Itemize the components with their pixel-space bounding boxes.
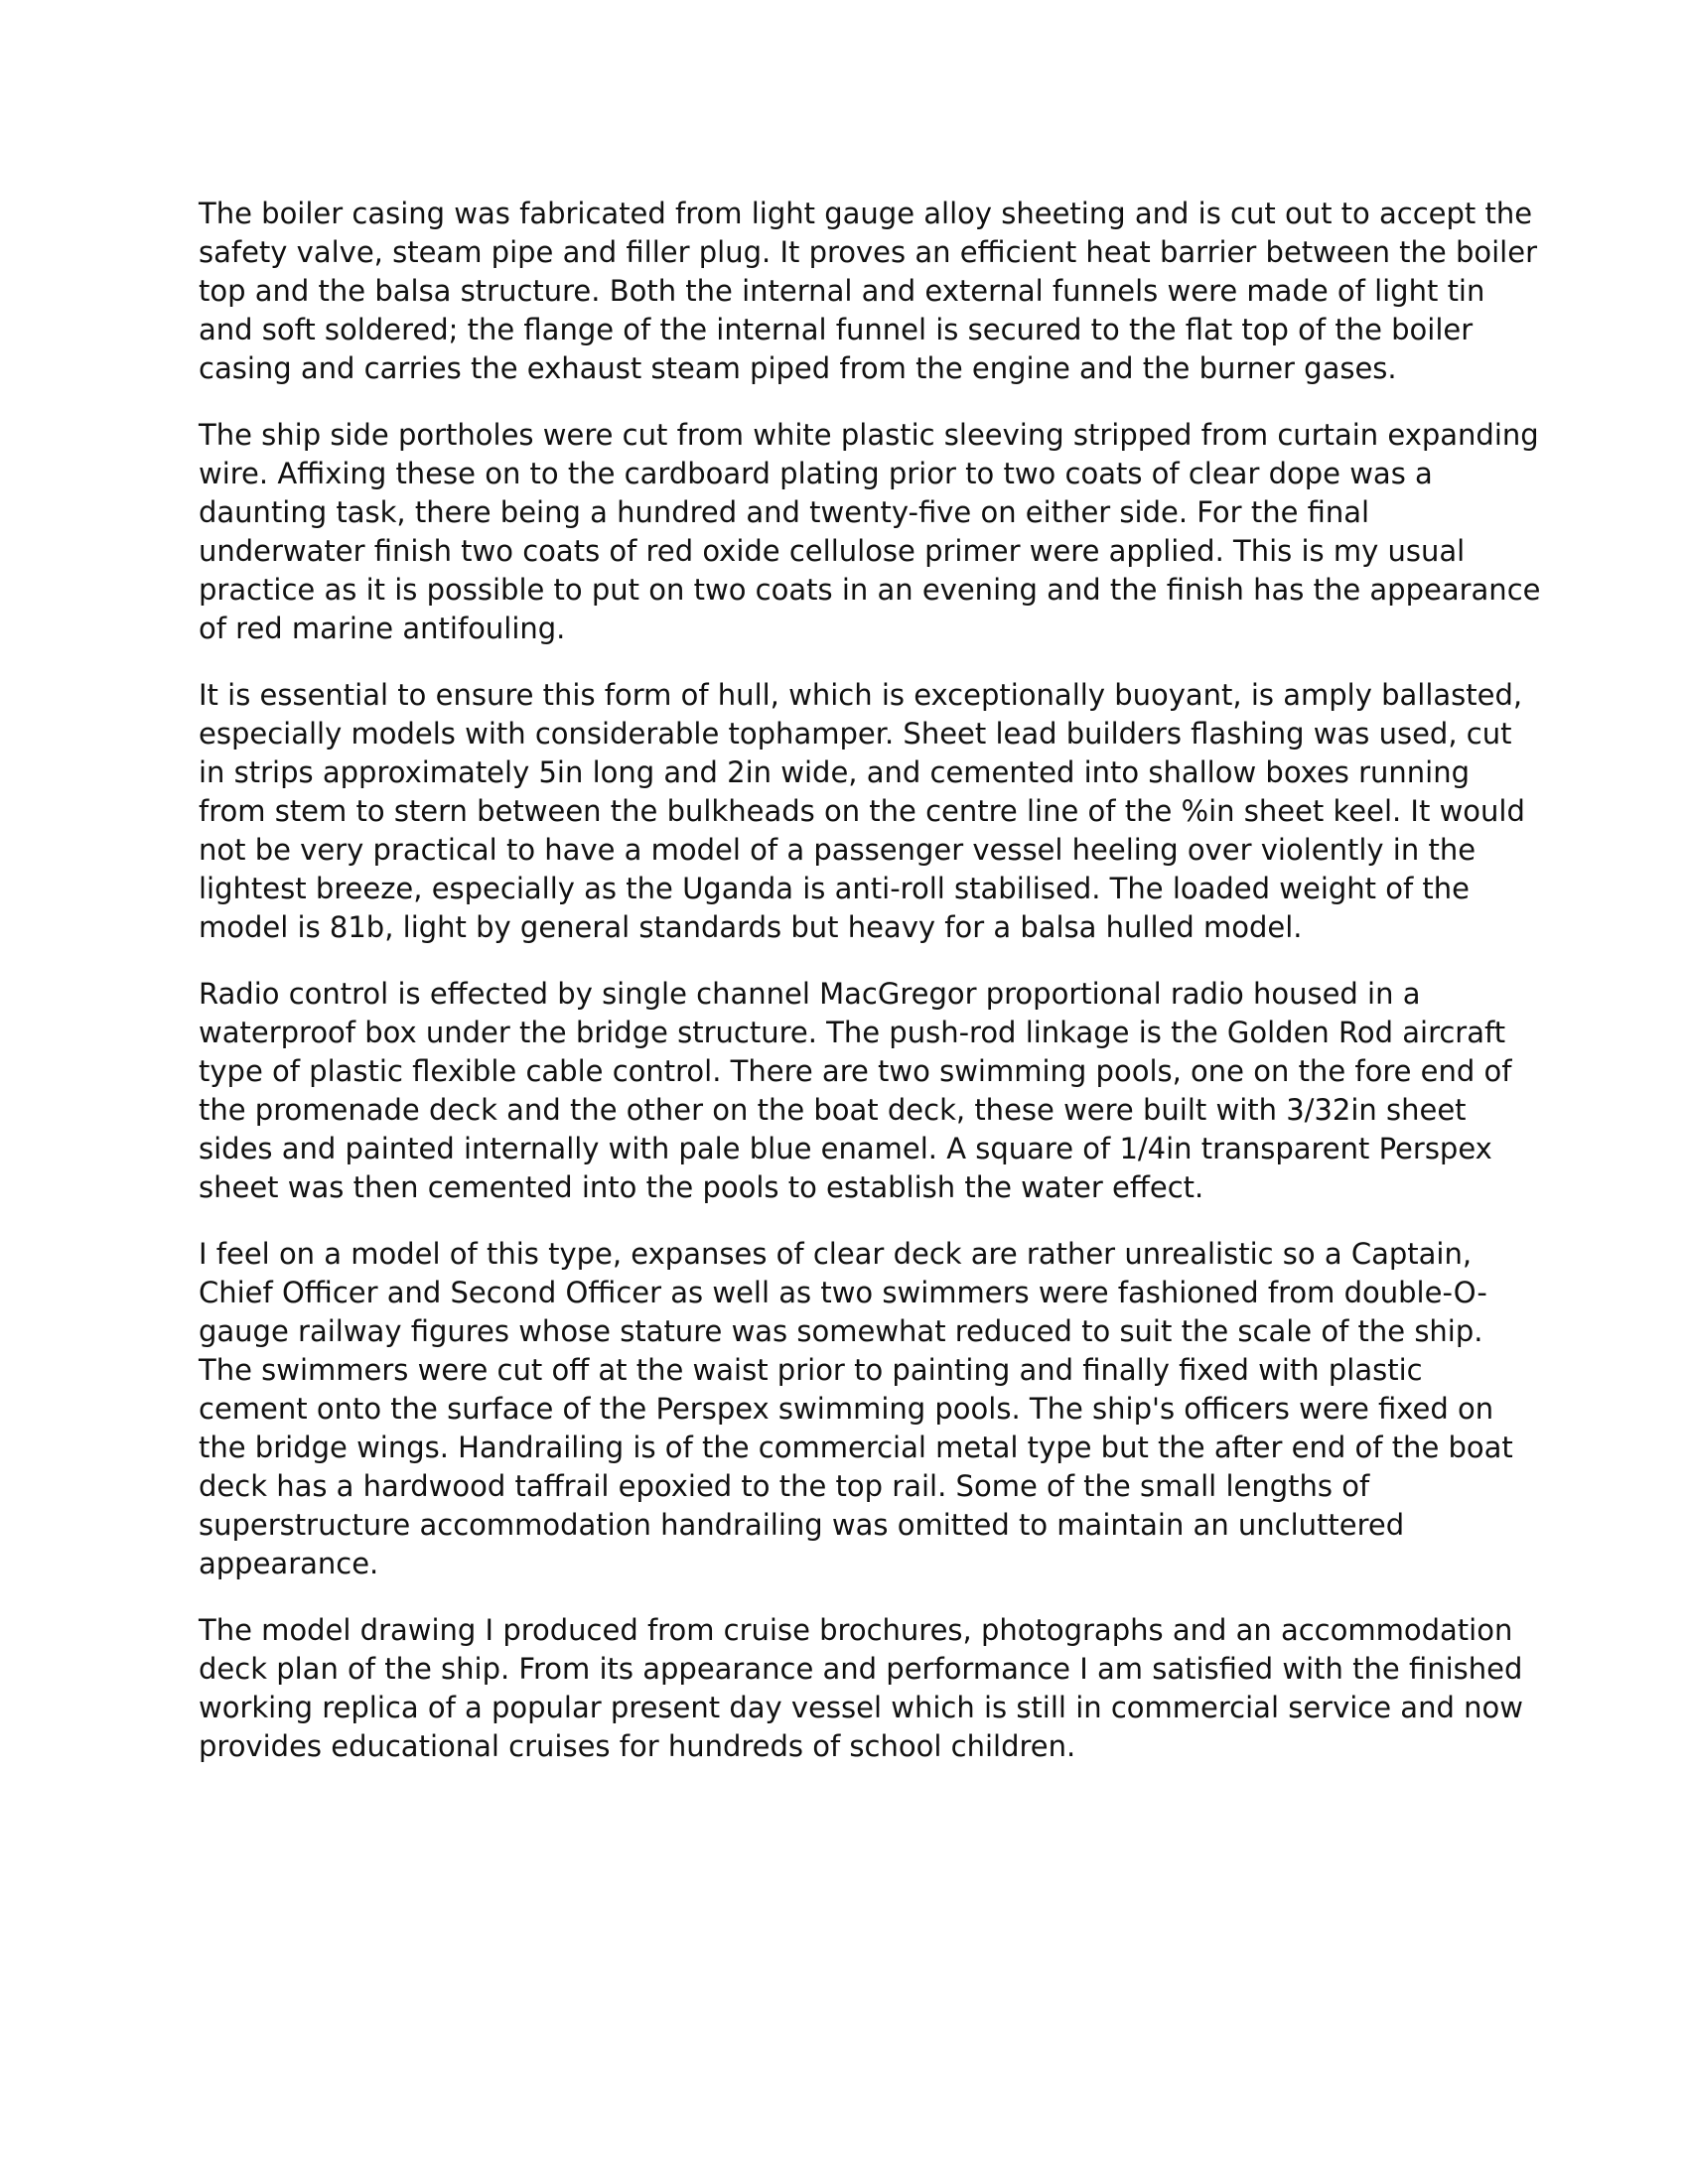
- text-line: superstructure accommodation handrailing was omitted to maintain an uncluttered: [199, 1508, 1405, 1542]
- text-line: of red marine antifouling.: [199, 612, 566, 645]
- text-line: The swimmers were cut off at the waist prior to painting and finally fixed with plastic: [199, 1353, 1423, 1387]
- text-line: sheet was then cemented into the pools to establish the water effect.: [199, 1170, 1204, 1204]
- text-line: type of plastic flexible cable control. There are two swimming pools, one on the fore end of: [199, 1054, 1512, 1088]
- text-line: working replica of a popular present day vessel which is still in commercial service and now: [199, 1691, 1523, 1724]
- text-line: underwater finish two coats of red oxide cellulose primer were applied. This is my usual: [199, 534, 1466, 568]
- text-line: The model drawing I produced from cruise brochures, photographs and an accommodation: [199, 1613, 1513, 1647]
- text-line: cement onto the surface of the Perspex swimming pools. The ship's officers were fixed on: [199, 1392, 1494, 1426]
- text-line: gauge railway figures whose stature was somewhat reduced to suit the scale of the ship.: [199, 1314, 1483, 1348]
- text-line: waterproof box under the bridge structure. The push-rod linkage is the Golden Rod aircraft: [199, 1016, 1506, 1049]
- text-line: Chief Officer and Second Officer as well as two swimmers were fashioned from double-O-: [199, 1276, 1487, 1309]
- text-line: I feel on a model of this type, expanses of clear deck are rather unrealistic so a Captain,: [199, 1237, 1473, 1271]
- text-line: the promenade deck and the other on the boat deck, these were built with 3/32in sheet: [199, 1093, 1467, 1127]
- paragraph-portholes: [199, 416, 1541, 648]
- text-line: top and the balsa structure. Both the internal and external funnels were made of light tin: [199, 274, 1485, 308]
- text-line: appearance.: [199, 1547, 379, 1580]
- text-line: deck plan of the ship. From its appearance and performance I am satisfied with the finished: [199, 1652, 1523, 1686]
- text-line: in strips approximately 5in long and 2in wide, and cemented into shallow boxes running: [199, 755, 1471, 789]
- paragraph-figures: [199, 1235, 1513, 1583]
- text-line: provides educational cruises for hundreds of school children.: [199, 1729, 1076, 1763]
- text-line: Radio control is effected by single channel MacGregor proportional radio housed in a: [199, 977, 1421, 1011]
- text-line: safety valve, steam pipe and filler plug. It proves an efficient heat barrier between the boiler: [199, 235, 1538, 269]
- text-line: casing and carries the exhaust steam piped from the engine and the burner gases.: [199, 351, 1397, 385]
- paragraph-ballast: [199, 676, 1525, 947]
- text-line: The boiler casing was fabricated from light gauge alloy sheeting and is cut out to accept the: [199, 197, 1533, 230]
- text-line: model is 81b, light by general standards but heavy for a balsa hulled model.: [199, 910, 1303, 944]
- text-line: The ship side portholes were cut from white plastic sleeving stripped from curtain expanding: [199, 418, 1539, 452]
- paragraph-boiler-casing: [199, 195, 1538, 388]
- text-line: wire. Affixing these on to the cardboard plating prior to two coats of clear dope was a: [199, 457, 1433, 490]
- text-line: It is essential to ensure this form of hull, which is exceptionally buoyant, is amply ballasted,: [199, 678, 1523, 712]
- text-line: not be very practical to have a model of a passenger vessel heeling over violently in the: [199, 833, 1477, 867]
- text-line: the bridge wings. Handrailing is of the commercial metal type but the after end of the boat: [199, 1431, 1513, 1464]
- text-line: daunting task, there being a hundred and twenty-five on either side. For the final: [199, 495, 1370, 529]
- text-line: deck has a hardwood taffrail epoxied to the top rail. Some of the small lengths of: [199, 1469, 1370, 1503]
- paragraph-drawing: [199, 1611, 1523, 1766]
- paragraph-radio-control: [199, 975, 1512, 1207]
- text-line: sides and painted internally with pale blue enamel. A square of 1/4in transparent Perspex: [199, 1132, 1492, 1165]
- text-line: lightest breeze, especially as the Uganda is anti-roll stabilised. The loaded weight of the: [199, 872, 1471, 905]
- text-line: practice as it is possible to put on two coats in an evening and the finish has the appearance: [199, 573, 1541, 607]
- article-body: [199, 195, 1541, 1794]
- text-line: from stem to stern between the bulkheads on the centre line of the %in sheet keel. It would: [199, 794, 1525, 828]
- text-line: especially models with considerable tophamper. Sheet lead builders flashing was used, cut: [199, 717, 1512, 751]
- text-line: and soft soldered; the flange of the internal funnel is secured to the flat top of the boiler: [199, 313, 1474, 346]
